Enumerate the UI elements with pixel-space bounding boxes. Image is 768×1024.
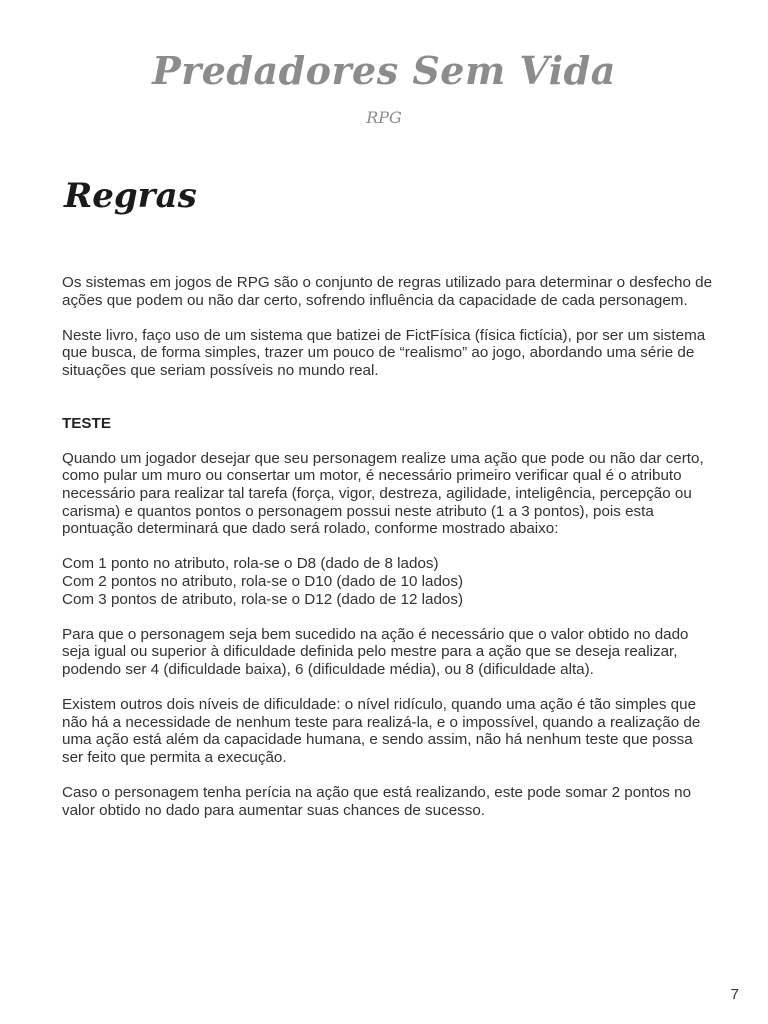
book-subtitle: RPG [366, 108, 402, 127]
paragraph-skill-bonus: Caso o personagem tenha perícia na ação que está realizando, este pode somar 2 pontos no valor obtido no dado para aumentar suas chances de sucesso. [62, 784, 692, 819]
paragraph-intro: Os sistemas em jogos de RPG são o conjunto de regras utilizado para determinar o desfecho de ações que podem ou não dar certo, sofrendo influência da capacidade de cada personagem. [62, 274, 713, 309]
dice-list-item: Com 2 pontos no atributo, rola-se o D10 (dado de 10 lados) [62, 572, 464, 590]
paragraph-teste: Quando um jogador desejar que seu personagem realize uma ação que pode ou não dar certo, como pular um muro ou consertar um motor, é necessário primeiro verificar qual é o atributo necessário para realizar tal tarefa (força, vigor, destreza, agilidade, inteligência, percepção ou carisma) e quantos pontos o personagem possui neste atributo (1 a 3 pontos), pois esta pontuação determinará que dado será rolado, conforme mostrado abaixo: [62, 449, 704, 538]
paragraph-system: Neste livro, faço uso de um sistema que batizei de FictFísica (física fictícia), por ser um sistema que busca, de forma simples, trazer um pouco de “realismo” ao jogo, abordando uma série de situações que seriam possíveis no mundo real. [62, 326, 706, 379]
dice-list-item: Com 1 ponto no atributo, rola-se o D8 (dado de 8 lados) [62, 555, 439, 573]
chapter-body [62, 274, 716, 837]
paragraph-difficulty-levels: Existem outros dois níveis de dificuldade: o nível ridículo, quando uma ação é tão simples que não há a necessidade de nenhum teste para realizá-la, e o impossível, quando a realização de uma ação está além da capacidade humana, e sendo assim, não há nenhum teste que possa ser feito que permita a execução. [62, 696, 701, 766]
dice-list [62, 555, 716, 608]
book-title: Predadores Sem Vida [152, 48, 616, 93]
paragraph-difficulty: Para que o personagem seja bem sucedido na ação é necessário que o valor obtido no dado seja igual ou superior à dificuldade definida pelo mestre para a ação que se deseja realizar, podendo ser 4 (dificuldade baixa), 6 (dificuldade média), ou 8 (dificuldade alta). [62, 625, 689, 678]
chapter-title: Regras [64, 176, 197, 216]
section-heading-teste: TESTE [62, 414, 111, 432]
dice-list-item: Com 3 pontos de atributo, rola-se o D12 (dado de 12 lados) [62, 590, 464, 608]
page-number: 7 [730, 986, 739, 1003]
